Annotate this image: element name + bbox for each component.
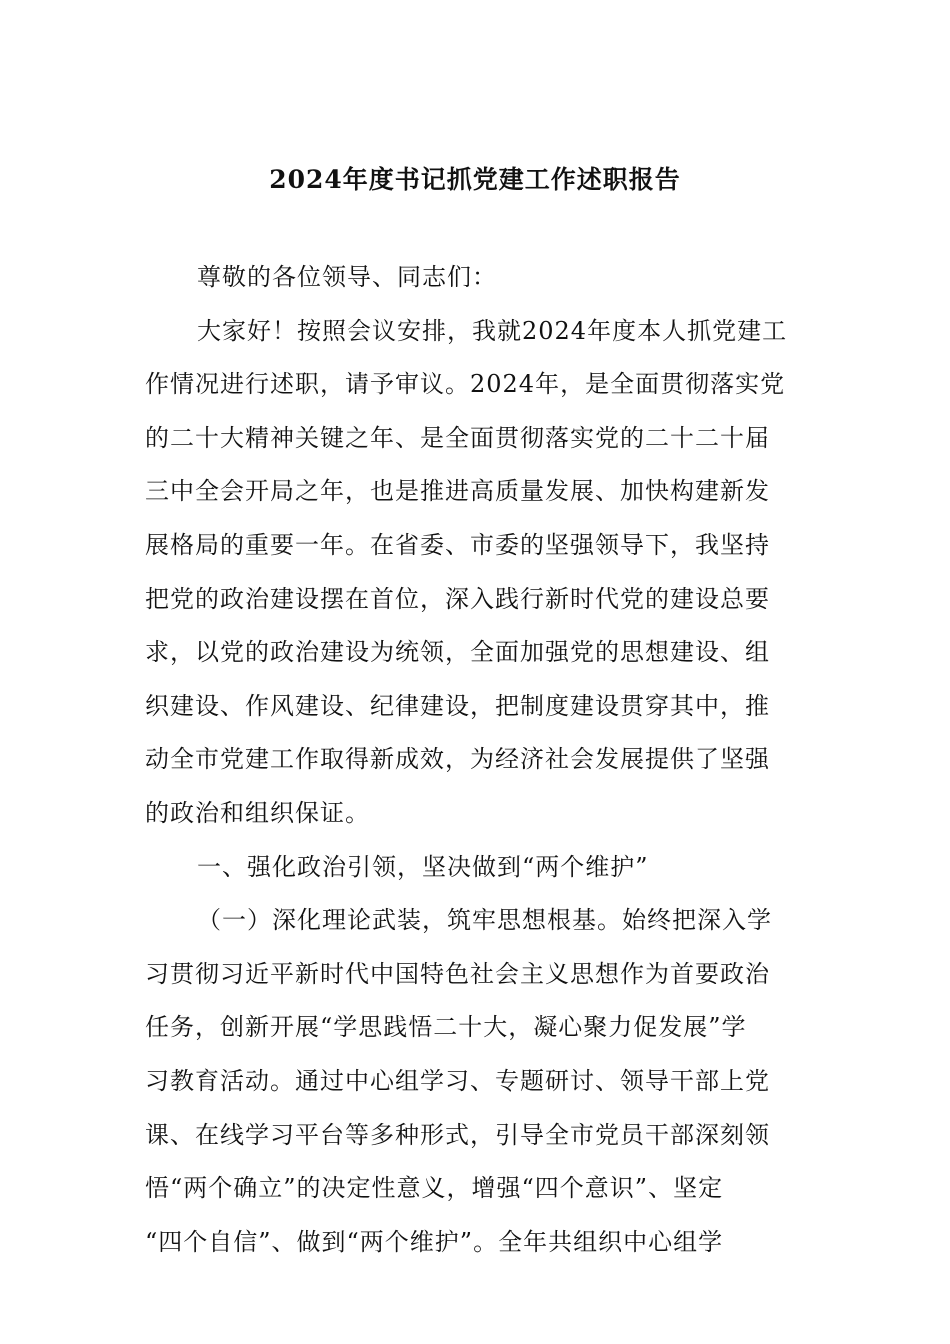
document-body — [145, 251, 807, 1269]
salutation-paragraph: 尊敬的各位领导、同志们： — [197, 263, 497, 291]
section-heading-1: 一、强化政治引领，坚决做到“两个维护” — [197, 852, 649, 881]
opening-paragraph: 大家好！按照会议安排，我就2024年度本人抓党建工 作情况进行述职，请予审议。2024年，是全面贯彻落实党 的二十大精神关键之年、是全面贯彻落实党的二十二十届 三中全会开局之年，也是推进高质量发展、加快构建新发 展格局的重要一年。在省委、市委的坚强领导下，我坚持 把党的政治建设摆在首位，深入践行新时代党的建设总要 求，以党的政治建设为统领，全面加强党的思想建设、组 织建设、作风建设、纪律建设，把制度建设贯穿其中，推 动全市党建工作取得新成效，为经济社会发展提供了坚强 的政治和组织保证。 — [145, 316, 788, 827]
document-title: 2024年度书记抓党建工作述职报告 — [269, 165, 681, 194]
subsection-paragraph-1: （一）深化理论武装，筑牢思想根基。始终把深入学 习贯彻习近平新时代中国特色社会主义思想作为首要政治 任务，创新开展“学思践悟二十大，凝心聚力促发展”学 习教育活动。通过中心组学习、专题研讨、领导干部上党 课、在线学习平台等多种形式，引导全市党员干部深刻领 悟“两个确立”的决定性意义，增强“四个意识”、坚定 “四个自信”、做到“两个维护”。全年共组织中心组学 — [145, 906, 772, 1256]
